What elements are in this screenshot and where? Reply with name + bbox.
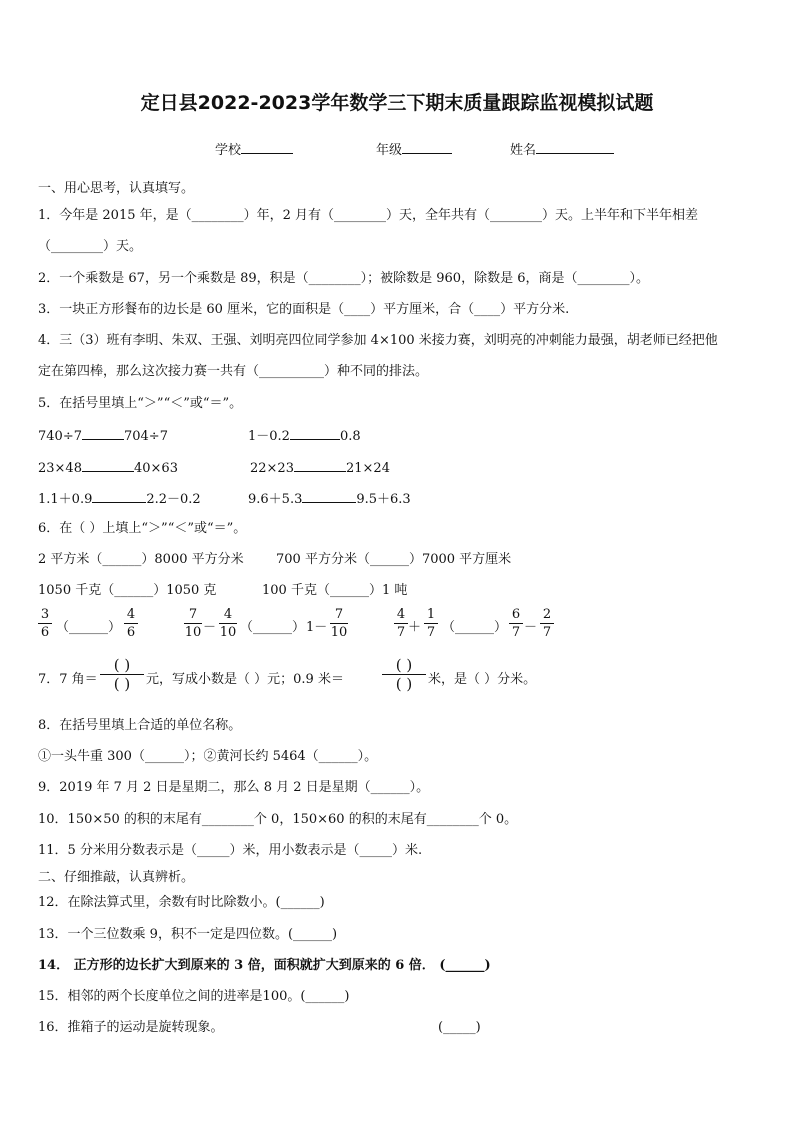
question-7-start: 7．7 角＝	[38, 672, 98, 687]
fraction-bar	[38, 623, 52, 624]
fraction	[124, 607, 138, 640]
minus-sign: －	[203, 620, 217, 635]
q6-row-2-right: 100 千克（______）1 吨	[262, 583, 408, 598]
name-field	[510, 141, 614, 159]
compare-blank[interactable]	[82, 459, 134, 472]
numerator: 7	[334, 607, 344, 622]
question-8-items: ①一头牛重 300（______）；②黄河长约 5464（______）。	[38, 749, 378, 764]
fraction-bar	[219, 623, 237, 624]
compare-row-1-right	[248, 427, 361, 445]
fraction	[219, 607, 237, 640]
numerator: 7	[188, 607, 198, 622]
compare-row-2-right	[250, 459, 390, 477]
section-1-heading: 一、用心思考，认真填写。	[38, 181, 195, 196]
compare-blank[interactable]	[302, 490, 356, 503]
minus-sign: －	[524, 620, 538, 635]
question-16: 16．推箱子的运动是旋转现象。	[38, 1020, 224, 1035]
denominator: 7	[542, 625, 552, 640]
question-8: 8．在括号里填上合适的单位名称。	[38, 718, 242, 733]
question-2: 2．一个乘数是 67，另一个乘数是 89，积是（________）；被除数是 960，除数是 6，商是（________）。	[38, 271, 649, 286]
fraction	[38, 607, 52, 640]
question-7-end: 米，是（ ）分米。	[428, 672, 537, 687]
numerator-blank[interactable]: ( )	[113, 656, 131, 674]
fraction-bar	[184, 623, 202, 624]
denominator: 10	[184, 625, 202, 640]
numerator: 6	[511, 607, 521, 622]
denominator-blank[interactable]: ( )	[113, 675, 131, 693]
school-label: 学校	[215, 143, 242, 158]
compare-row-2-left	[38, 459, 178, 477]
q6-row-1-right: 700 平方分米（______）7000 平方厘米	[276, 552, 512, 567]
compare-blank[interactable]: （______）	[56, 620, 122, 635]
section-2-heading: 二、仔细推敲，认真辨析。	[38, 870, 195, 885]
question-15: 15．相邻的两个长度单位之间的进率是100。(______)	[38, 989, 350, 1004]
compare-blank[interactable]: （______）	[240, 620, 306, 635]
fraction	[424, 607, 438, 640]
compare-expr: 1.1＋0.9	[38, 492, 93, 507]
school-field	[215, 141, 293, 159]
compare-blank[interactable]	[294, 459, 346, 472]
fraction	[540, 607, 554, 640]
numerator: 3	[40, 607, 50, 622]
question-4-line-2: 定在第四棒，那么这次接力赛一共有（__________）种不同的排法。	[38, 364, 429, 379]
fraction	[394, 607, 408, 640]
page-title: 定日县2022-2023学年数学三下期末质量跟踪监视模拟试题	[140, 92, 654, 114]
question-13: 13．一个三位数乘 9，积不一定是四位数。(______)	[38, 927, 338, 942]
compare-row-3-left	[38, 490, 201, 508]
fraction-bar	[330, 623, 348, 624]
grade-blank[interactable]	[402, 141, 452, 154]
denominator: 10	[330, 625, 348, 640]
fraction-bar	[124, 623, 138, 624]
fraction-blank[interactable]	[100, 656, 144, 693]
name-blank[interactable]	[536, 141, 614, 154]
compare-expr: 704÷7	[123, 429, 168, 444]
name-label: 姓名	[510, 143, 537, 158]
grade-label: 年级	[376, 143, 403, 158]
compare-expr: 21×24	[345, 461, 390, 476]
fraction-bar	[394, 623, 408, 624]
compare-expr: 0.8	[339, 429, 361, 444]
answer-blank[interactable]: (_____)	[438, 1020, 481, 1035]
compare-expr: 2.2－0.2	[146, 492, 201, 507]
plus-sign: ＋	[408, 620, 422, 635]
compare-blank[interactable]: （______）	[442, 620, 508, 635]
question-12: 12．在除法算式里，余数有时比除数小。(______)	[38, 895, 325, 910]
question-14: 14． 正方形的边长扩大到原来的 3 倍，面积就扩大到原来的 6 倍． (______)	[38, 958, 491, 973]
question-5: 5．在括号里填上“＞”“＜”或“＝”。	[38, 396, 243, 411]
denominator: 7	[396, 625, 406, 640]
q6-row-1-left: 2 平方米（______）8000 平方分米	[38, 552, 244, 567]
compare-expr: 9.6＋5.3	[248, 492, 303, 507]
question-4-line-1: 4．三（3）班有李明、朱双、王强、刘明亮四位同学参加 4×100 米接力赛，刘明亮的冲刺能力最强，胡老师已经把他	[38, 333, 718, 348]
denominator: 6	[40, 625, 50, 640]
question-1-line-2: （________）天。	[38, 239, 143, 254]
question-7-middle: 元，写成小数是（ ）元；0.9 米＝	[146, 672, 344, 687]
question-6: 6．在（ ）上填上“＞”“＜”或“＝”。	[38, 521, 247, 536]
denominator: 6	[126, 625, 136, 640]
numerator: 4	[396, 607, 406, 622]
denominator: 7	[426, 625, 436, 640]
school-blank[interactable]	[241, 141, 293, 154]
fraction	[184, 607, 202, 640]
question-1-line-1: 1．今年是 2015 年，是（________）年，2 月有（________）天，全年共有（________）天。上半年和下半年相差	[38, 208, 699, 223]
numerator: 1	[426, 607, 436, 622]
numerator-blank[interactable]: ( )	[395, 656, 413, 674]
compare-expr: 22×23	[250, 461, 294, 476]
denominator-blank[interactable]: ( )	[395, 675, 413, 693]
numerator: 4	[126, 607, 136, 622]
compare-row-1-left	[38, 427, 168, 445]
compare-blank[interactable]	[290, 427, 340, 440]
denominator: 7	[511, 625, 521, 640]
one-minus: 1－	[306, 620, 328, 635]
compare-blank[interactable]	[82, 427, 124, 440]
grade-field	[376, 141, 452, 159]
fraction-blank[interactable]	[382, 656, 426, 693]
compare-expr: 1－0.2	[248, 429, 290, 444]
fraction-bar	[509, 623, 523, 624]
compare-expr: 40×63	[133, 461, 178, 476]
question-11: 11．5 分米用分数表示是（_____）米，用小数表示是（_____）米.	[38, 843, 423, 858]
compare-row-3-right	[248, 490, 411, 508]
numerator: 2	[542, 607, 552, 622]
q6-row-2-left: 1050 千克（______）1050 克	[38, 583, 217, 598]
fraction-bar	[540, 623, 554, 624]
fraction	[330, 607, 348, 640]
question-9: 9．2019 年 7 月 2 日是星期二，那么 8 月 2 日是星期（______）。	[38, 780, 430, 795]
compare-expr: 23×48	[38, 461, 82, 476]
question-3: 3．一块正方形餐布的边长是 60 厘米，它的面积是（____）平方厘米，合（____）平方分米.	[38, 302, 570, 317]
question-10: 10．150×50 的积的末尾有________个 0，150×60 的积的末尾有________个 0。	[38, 812, 518, 827]
compare-expr: 9.5＋6.3	[356, 492, 411, 507]
fraction	[509, 607, 523, 640]
compare-blank[interactable]	[92, 490, 146, 503]
denominator: 10	[219, 625, 237, 640]
numerator: 4	[223, 607, 233, 622]
fraction-bar	[424, 623, 438, 624]
compare-expr: 740÷7	[38, 429, 82, 444]
